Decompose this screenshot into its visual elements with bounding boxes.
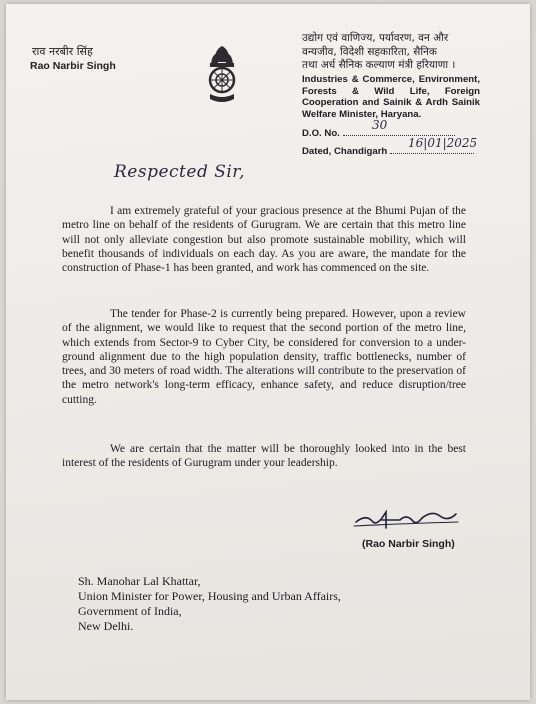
recipient-line: New Delhi. bbox=[78, 619, 134, 633]
sender-name-hindi: राव नरबीर सिंह bbox=[32, 45, 93, 58]
paragraph-gratitude: I am extremely grateful of your gracious presence at the Bhumi Pujan of the metro line on behalf of the residents of Gurugram. We are certain that this metro line will not only alleviate congestion but also promote sustainable mobility, which will benefit thousands of individuals on each day. As you are aware, the mandate for the construction of Phase-1 has been granted, and work has commenced on the site. bbox=[62, 205, 466, 275]
recipient-line: Sh. Manohar Lal Khattar, bbox=[78, 574, 201, 588]
letter-page bbox=[6, 4, 530, 700]
department-hindi-line: तथा अर्ध सैनिक कल्याण मंत्री हरियाणा । bbox=[302, 59, 456, 71]
recipient-line: Government of India, bbox=[78, 604, 182, 618]
department-title-hindi bbox=[302, 32, 478, 73]
dated-label: Dated, Chandigarh bbox=[302, 146, 388, 157]
do-number-label: D.O. No. bbox=[302, 128, 340, 139]
do-number-value: 30 bbox=[372, 118, 388, 132]
salutation: Respected Sir, bbox=[114, 162, 245, 182]
recipient-address bbox=[78, 574, 341, 634]
date-value: 16|01|2025 bbox=[408, 136, 478, 150]
state-emblem-icon bbox=[202, 40, 242, 110]
paragraph-request: The tender for Phase-2 is currently being prepared. However, upon a review of the alignment, we would like to request that the second portion of the metro line, which extends from Sector-9 to Cyber City, be considered for conversion to a under-ground alignment due to the high population density, traffic bottlenecks, number of trees, and 30 meters of road width. The alterations will contribute to the preservation of the metro network's long-term efficacy, enhance safety, and reduce disruption/tree cutting. bbox=[62, 308, 466, 406]
sender-name-english: Rao Narbir Singh bbox=[30, 60, 116, 72]
department-title-english: Industries & Commerce, Environment, Forests & Wild Life, Foreign Cooperation and Sainik & Ardh Sainik Welfare Minister, Haryana. bbox=[302, 74, 480, 120]
paragraph-closing: We are certain that the matter will be thoroughly looked into in the best interest of the residents of Gurugram under your leadership. bbox=[62, 443, 466, 470]
recipient-line: Union Minister for Power, Housing and Urban Affairs, bbox=[78, 589, 341, 603]
department-hindi-line: वन्यजीव, विदेशी सहकारिता, सैनिक bbox=[302, 45, 437, 58]
do-number-line bbox=[343, 126, 455, 136]
department-hindi-line: उद्योग एवं वाणिज्य, पर्यावरण, वन और bbox=[302, 32, 449, 44]
signatory-name: (Rao Narbir Singh) bbox=[362, 538, 455, 550]
handwritten-signature bbox=[352, 504, 464, 534]
